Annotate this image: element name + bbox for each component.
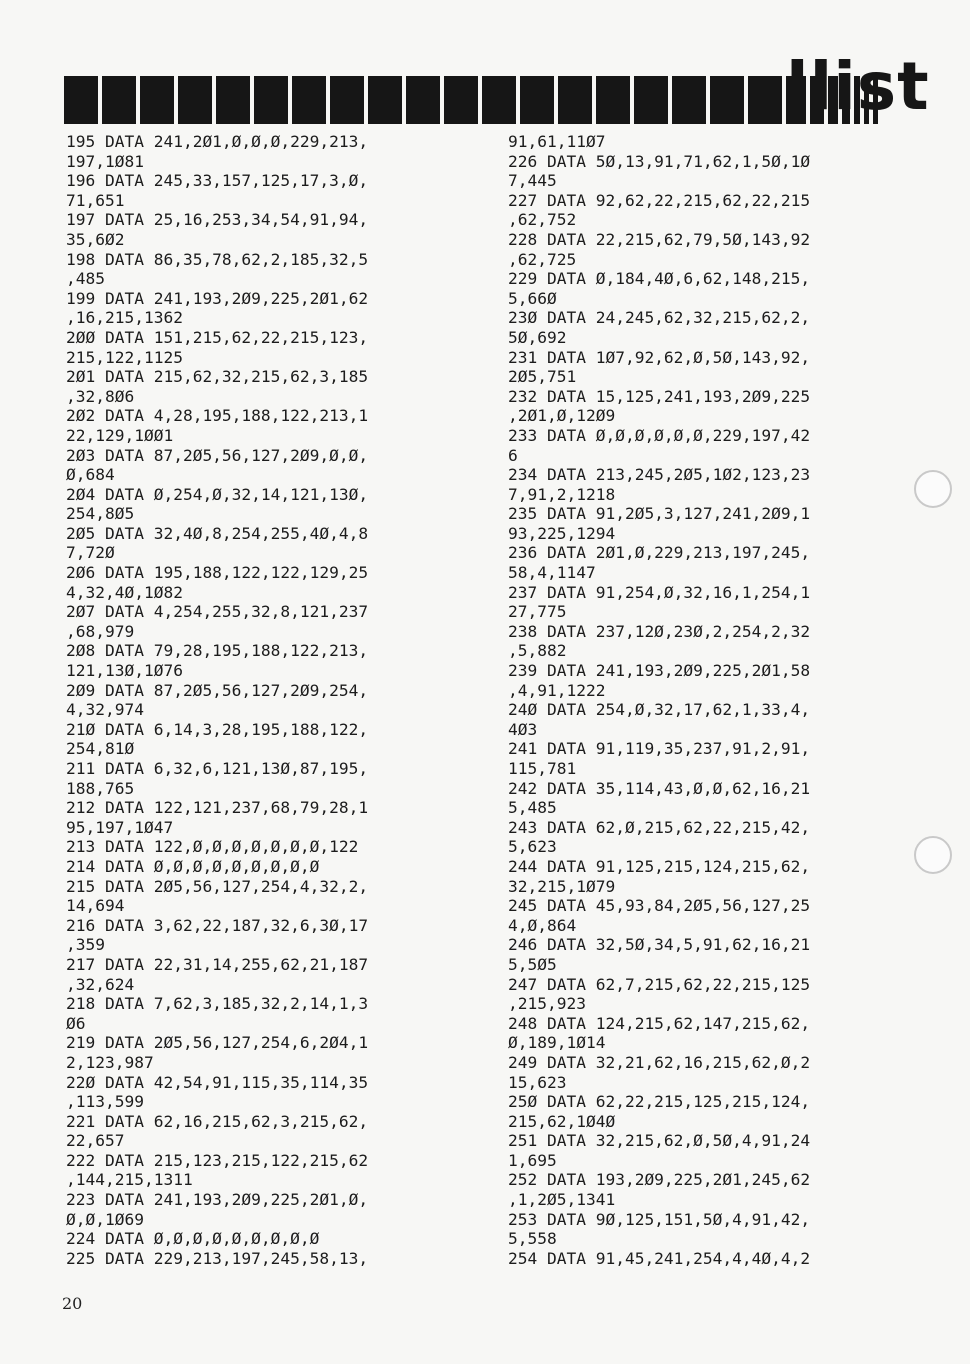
listing-line: 15,623 xyxy=(508,1072,567,1092)
listing-line: 27,775 xyxy=(508,602,567,622)
listing-line: 235 DATA 91,2Ø5,3,127,241,2Ø9,1 xyxy=(508,504,811,524)
listing-line: 221 DATA 62,16,215,62,3,215,62, xyxy=(66,1111,369,1131)
listing-line: 244 DATA 91,125,215,124,215,62, xyxy=(508,856,811,876)
listing-line: 22,129,1ØØ1 xyxy=(66,425,174,445)
header-block xyxy=(520,76,554,124)
listing-line: 227 DATA 92,62,22,215,62,22,215 xyxy=(508,190,811,210)
listing-line: 5,623 xyxy=(508,837,557,857)
listing-line: 4,32,974 xyxy=(66,700,144,720)
listing-line: 254 DATA 91,45,241,254,4,4Ø,4,2 xyxy=(508,1248,811,1268)
listing-line: ,68,979 xyxy=(66,621,135,641)
listing-line: ,113,599 xyxy=(66,1092,144,1112)
listing-line: 254,81Ø xyxy=(66,739,135,759)
listing-line: 237 DATA 91,254,Ø,32,16,1,254,1 xyxy=(508,582,811,602)
listing-line: ,4,91,1222 xyxy=(508,680,606,700)
listing-line: 248 DATA 124,215,62,147,215,62, xyxy=(508,1013,811,1033)
header-block xyxy=(64,76,98,124)
listing-line: 95,197,1Ø47 xyxy=(66,817,174,837)
listing-line: 5,5Ø5 xyxy=(508,954,557,974)
header-block xyxy=(292,76,326,124)
listing-line: 35,6Ø2 xyxy=(66,229,125,249)
binder-hole-top xyxy=(914,470,952,508)
listing-line: ,62,725 xyxy=(508,249,577,269)
listing-line: 254,8Ø5 xyxy=(66,504,135,524)
listing-line: 2Ø1 DATA 215,62,32,215,62,3,185 xyxy=(66,367,369,387)
listing-line: 2Ø5 DATA 32,4Ø,8,254,255,4Ø,4,8 xyxy=(66,523,369,543)
listing-line: ,5,882 xyxy=(508,641,567,661)
listing-line: ,16,215,1362 xyxy=(66,308,183,328)
listing-line: 236 DATA 2Ø1,Ø,229,213,197,245, xyxy=(508,543,811,563)
listing-line: ,485 xyxy=(66,269,105,289)
header-block xyxy=(634,76,668,124)
listing-line: 226 DATA 5Ø,13,91,71,62,1,5Ø,1Ø xyxy=(508,151,811,171)
listing-line: 5,485 xyxy=(508,798,557,818)
listing-line: 215 DATA 2Ø5,56,127,254,4,32,2, xyxy=(66,876,369,896)
listing-line: ,1,2Ø5,1341 xyxy=(508,1190,616,1210)
listing-line: 32,215,1Ø79 xyxy=(508,876,616,896)
listing-line: 216 DATA 3,62,22,187,32,6,3Ø,17 xyxy=(66,915,369,935)
listing-line: ,215,923 xyxy=(508,994,586,1014)
listing-column-left xyxy=(66,132,466,1268)
listing-line: 4,32,4Ø,1Ø82 xyxy=(66,582,183,602)
listing-line: 7,72Ø xyxy=(66,543,115,563)
listing-line: 71,651 xyxy=(66,190,125,210)
listing-line: 198 DATA 86,35,78,62,2,185,32,5 xyxy=(66,249,369,269)
listing-line: 239 DATA 241,193,2Ø9,225,2Ø1,58 xyxy=(508,661,811,681)
listing-line: 23Ø DATA 24,245,62,32,215,62,2, xyxy=(508,308,811,328)
listing-line: 247 DATA 62,7,215,62,22,215,125 xyxy=(508,974,811,994)
listing-line: 212 DATA 122,121,237,68,79,28,1 xyxy=(66,798,369,818)
listing-line: ,32,8Ø6 xyxy=(66,386,135,406)
header-block xyxy=(330,76,364,124)
listing-line: 223 DATA 241,193,2Ø9,225,2Ø1,Ø, xyxy=(66,1190,369,1210)
header-block xyxy=(482,76,516,124)
listing-line: 2Ø8 DATA 79,28,195,188,122,213, xyxy=(66,641,369,661)
header-block xyxy=(672,76,706,124)
binder-hole-bottom xyxy=(914,836,952,874)
header-bar xyxy=(64,76,670,124)
header-block xyxy=(140,76,174,124)
listing-line: ,2Ø1,Ø,12Ø9 xyxy=(508,406,616,426)
listing-line: 14,694 xyxy=(66,896,125,916)
listing-line: 231 DATA 1Ø7,92,62,Ø,5Ø,143,92, xyxy=(508,347,811,367)
listing-line: 238 DATA 237,12Ø,23Ø,2,254,2,32 xyxy=(508,621,811,641)
listing-line: 5Ø,692 xyxy=(508,327,567,347)
listing-line: 217 DATA 22,31,14,255,62,21,187 xyxy=(66,954,369,974)
listing-line: 58,4,1147 xyxy=(508,563,596,583)
header-block xyxy=(444,76,478,124)
header-block xyxy=(178,76,212,124)
listing-line: 7,91,2,1218 xyxy=(508,484,616,504)
listing-line: 21Ø DATA 6,14,3,28,195,188,122, xyxy=(66,719,369,739)
listing-line: 115,781 xyxy=(508,759,577,778)
listing-line: Ø6 xyxy=(66,1013,86,1033)
listing-line: 5,66Ø xyxy=(508,288,557,308)
header-block xyxy=(254,76,288,124)
header-block xyxy=(748,76,782,124)
listing-line: 93,225,1294 xyxy=(508,523,616,543)
listing-line: 6 xyxy=(508,445,518,465)
listing-line: 2,123,987 xyxy=(66,1052,154,1072)
listing-line: 121,13Ø,1Ø76 xyxy=(66,661,183,681)
listing-line: 24Ø DATA 254,Ø,32,17,62,1,33,4, xyxy=(508,700,811,720)
listing-line: 2Ø9 DATA 87,2Ø5,56,127,2Ø9,254, xyxy=(66,680,369,700)
llist-logo: llist xyxy=(786,48,930,125)
listing-line: 2Ø3 DATA 87,2Ø5,56,127,2Ø9,Ø,Ø, xyxy=(66,445,369,465)
listing-line: 199 DATA 241,193,2Ø9,225,2Ø1,62 xyxy=(66,288,369,308)
listing-line: 91,61,11Ø7 xyxy=(508,132,606,151)
listing-line: 233 DATA Ø,Ø,Ø,Ø,Ø,Ø,229,197,42 xyxy=(508,425,811,445)
listing-line: 196 DATA 245,33,157,125,17,3,Ø, xyxy=(66,171,369,191)
listing-line: 219 DATA 2Ø5,56,127,254,6,2Ø4,1 xyxy=(66,1033,369,1053)
listing-line: 4,Ø,864 xyxy=(508,915,577,935)
listing-line: Ø,Ø,1Ø69 xyxy=(66,1209,144,1229)
listing-line: 2ØØ DATA 151,215,62,22,215,123, xyxy=(66,327,369,347)
listing-line: 197,1Ø81 xyxy=(66,151,144,171)
listing-line: 22,657 xyxy=(66,1131,125,1151)
listing-line: 229 DATA Ø,184,4Ø,6,62,148,215, xyxy=(508,269,811,289)
header-block xyxy=(406,76,440,124)
listing-line: 214 DATA Ø,Ø,Ø,Ø,Ø,Ø,Ø,Ø,Ø xyxy=(66,856,320,876)
listing-line: 2Ø6 DATA 195,188,122,122,129,25 xyxy=(66,563,369,583)
listing-column-right xyxy=(508,132,908,1268)
listing-line: 215,122,1125 xyxy=(66,347,183,367)
listing-line: 25Ø DATA 62,22,215,125,215,124, xyxy=(508,1092,811,1112)
listing-line: 252 DATA 193,2Ø9,225,2Ø1,245,62 xyxy=(508,1170,811,1190)
listing-line: 7,445 xyxy=(508,171,557,191)
listing-line: 228 DATA 22,215,62,79,5Ø,143,92 xyxy=(508,229,811,249)
listing-line: 253 DATA 9Ø,125,151,5Ø,4,91,42, xyxy=(508,1209,811,1229)
listing-line: 241 DATA 91,119,35,237,91,2,91, xyxy=(508,739,811,759)
listing-line: 2Ø2 DATA 4,28,195,188,122,213,1 xyxy=(66,406,369,426)
listing-line: 188,765 xyxy=(66,778,135,798)
listing-line: 2Ø5,751 xyxy=(508,367,577,387)
listing-line: 2Ø4 DATA Ø,254,Ø,32,14,121,13Ø, xyxy=(66,484,369,504)
listing-line: 218 DATA 7,62,3,185,32,2,14,1,3 xyxy=(66,994,369,1014)
listing-line: 222 DATA 215,123,215,122,215,62 xyxy=(66,1150,369,1170)
listing-line: Ø,684 xyxy=(66,465,115,485)
listing-line: 232 DATA 15,125,241,193,2Ø9,225 xyxy=(508,386,811,406)
listing-line: 195 DATA 241,2Ø1,Ø,Ø,Ø,229,213, xyxy=(66,132,369,151)
listing-line: 242 DATA 35,114,43,Ø,Ø,62,16,21 xyxy=(508,778,811,798)
header-block xyxy=(368,76,402,124)
listing-line: 2Ø7 DATA 4,254,255,32,8,121,237 xyxy=(66,602,369,622)
header-block xyxy=(216,76,250,124)
listing-line: 245 DATA 45,93,84,2Ø5,56,127,25 xyxy=(508,896,811,916)
listing-line: 225 DATA 229,213,197,245,58,13, xyxy=(66,1248,369,1268)
listing-line: Ø,189,1Ø14 xyxy=(508,1033,606,1053)
listing-line: 5,558 xyxy=(508,1229,557,1249)
header-block xyxy=(558,76,592,124)
listing-line: 213 DATA 122,Ø,Ø,Ø,Ø,Ø,Ø,Ø,122 xyxy=(66,837,359,857)
header-block xyxy=(596,76,630,124)
listing-line: 224 DATA Ø,Ø,Ø,Ø,Ø,Ø,Ø,Ø,Ø xyxy=(66,1229,320,1249)
header-block xyxy=(102,76,136,124)
listing-line: ,32,624 xyxy=(66,974,135,994)
listing-line: 215,62,1Ø4Ø xyxy=(508,1111,616,1131)
header-block xyxy=(710,76,744,124)
listing-line: 197 DATA 25,16,253,34,54,91,94, xyxy=(66,210,369,230)
listing-line: 22Ø DATA 42,54,91,115,35,114,35 xyxy=(66,1072,369,1092)
listing-line: 1,695 xyxy=(508,1150,557,1170)
listing-line: 246 DATA 32,5Ø,34,5,91,62,16,21 xyxy=(508,935,811,955)
listing-line: ,62,752 xyxy=(508,210,577,230)
listing-line: ,144,215,1311 xyxy=(66,1170,193,1190)
listing-line: 4Ø3 xyxy=(508,719,538,739)
listing-line: 234 DATA 213,245,2Ø5,1Ø2,123,23 xyxy=(508,465,811,485)
listing-line: 243 DATA 62,Ø,215,62,22,215,42, xyxy=(508,817,811,837)
listing-line: 251 DATA 32,215,62,Ø,5Ø,4,91,24 xyxy=(508,1131,811,1151)
listing-line: 249 DATA 32,21,62,16,215,62,Ø,2 xyxy=(508,1052,811,1072)
page-number: 20 xyxy=(62,1294,83,1313)
listing-line: ,359 xyxy=(66,935,105,955)
listing-line: 211 DATA 6,32,6,121,13Ø,87,195, xyxy=(66,759,369,778)
